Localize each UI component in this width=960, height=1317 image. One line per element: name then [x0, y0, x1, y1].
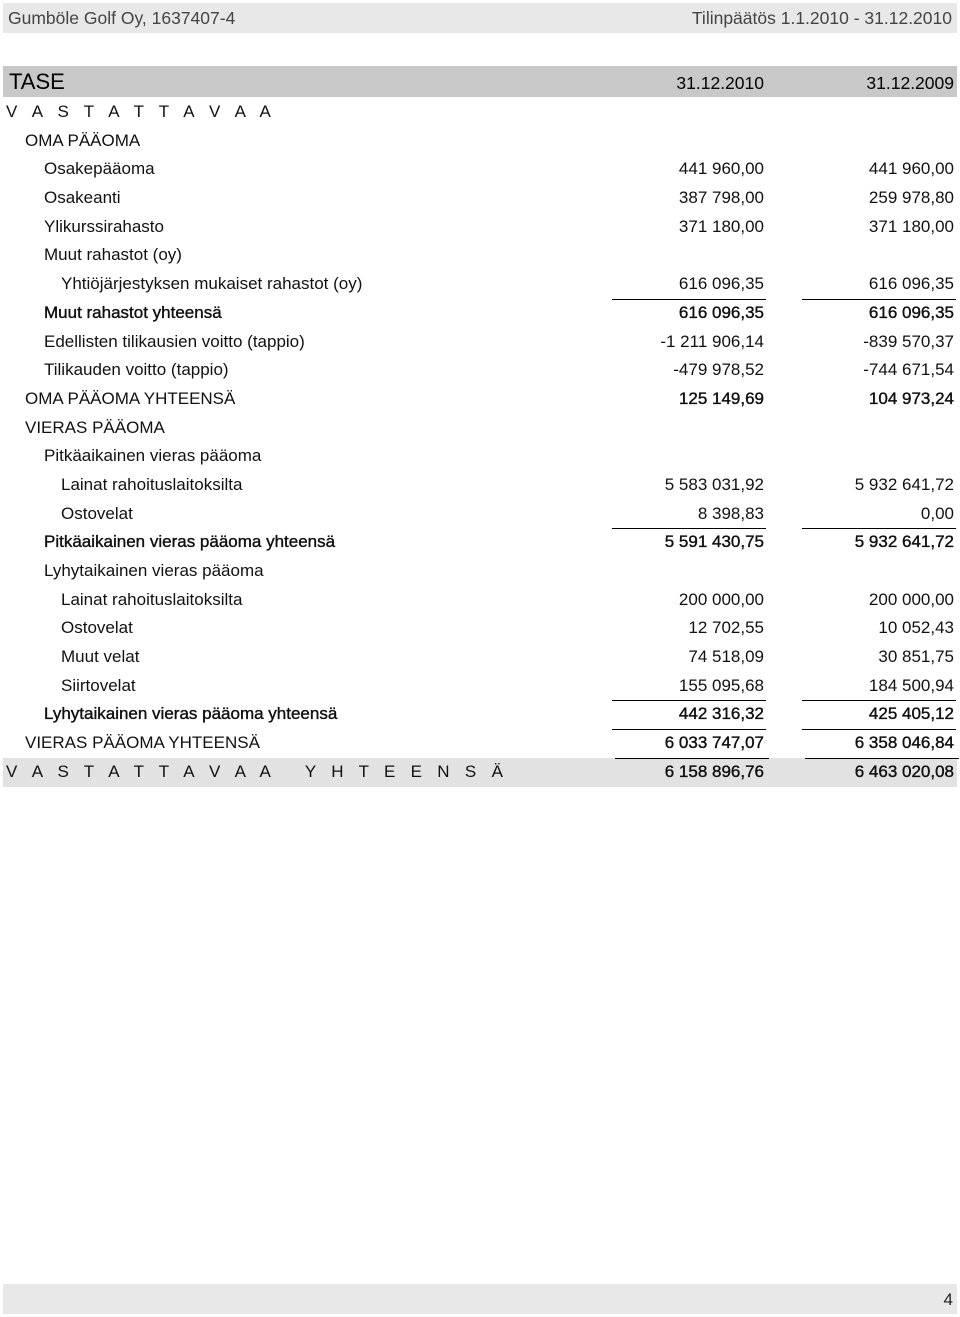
- column-header-2009: 31.12.2009: [866, 73, 954, 93]
- value-2010: 74 518,09: [688, 647, 764, 667]
- value-2010: 6 158 896,76: [664, 761, 764, 781]
- row-label: Lainat rahoituslaitoksilta: [61, 474, 243, 494]
- row-label: VIERAS PÄÄOMA: [25, 417, 165, 437]
- row-label: Ostovelat: [61, 618, 133, 638]
- sum-line: [612, 528, 766, 529]
- row-label: V A S T A T T A V A A Y H T E E N S Ä: [6, 761, 509, 781]
- table-row: [0, 241, 960, 270]
- value-2009: 0,00: [920, 503, 954, 523]
- row-label: Lyhytaikainen vieras pääoma yhteensä: [44, 704, 338, 724]
- value-2009: 5 932 641,72: [854, 474, 954, 494]
- row-label: Lainat rahoituslaitoksilta: [61, 589, 243, 609]
- total-row: [0, 729, 960, 758]
- value-2009: 441 960,00: [868, 159, 954, 179]
- value-2009: 6 463 020,08: [854, 761, 954, 781]
- row-label: VIERAS PÄÄOMA YHTEENSÄ: [25, 733, 260, 753]
- value-2009: 616 096,35: [868, 302, 954, 322]
- value-2010: 5 591 430,75: [664, 532, 764, 552]
- table-row: [0, 442, 960, 471]
- grand-total-row: [3, 758, 957, 787]
- value-2009: 616 096,35: [868, 274, 954, 294]
- value-2010: 200 000,00: [678, 589, 764, 609]
- group-row: [0, 414, 960, 443]
- value-2010: 616 096,35: [678, 302, 764, 322]
- row-label: Edellisten tilikausien voitto (tappio): [44, 331, 305, 351]
- sum-line: [612, 299, 766, 300]
- balance-sheet-table: [0, 98, 960, 787]
- value-2009: -839 570,37: [863, 331, 954, 351]
- section-row: [0, 98, 960, 127]
- row-label: Lyhytaikainen vieras pääoma: [44, 561, 264, 580]
- table-row: [0, 500, 960, 529]
- table-row: [0, 270, 960, 299]
- page-header: [3, 3, 957, 33]
- row-label: Ylikurssirahasto: [44, 216, 164, 236]
- page-number: 4: [943, 1290, 953, 1309]
- value-2009: 6 358 046,84: [854, 733, 954, 753]
- value-2010: 125 149,69: [678, 388, 764, 408]
- value-2009: 425 405,12: [868, 704, 954, 724]
- row-label: OMA PÄÄOMA YHTEENSÄ: [25, 388, 236, 408]
- total-row: [0, 385, 960, 414]
- row-label: Muut rahastot yhteensä: [44, 302, 222, 322]
- value-2010: 441 960,00: [678, 159, 764, 179]
- sum-line: [805, 758, 959, 759]
- table-row: [0, 672, 960, 701]
- value-2010: 8 398,83: [697, 503, 764, 523]
- row-label: OMA PÄÄOMA: [25, 130, 141, 150]
- row-label: Pitkäaikainen vieras pääoma yhteensä: [44, 532, 336, 552]
- row-label: Muut rahastot (oy): [44, 245, 182, 265]
- column-header-2010: 31.12.2010: [676, 73, 764, 93]
- table-row: [0, 557, 960, 586]
- table-row: [0, 184, 960, 213]
- value-2010: 6 033 747,07: [664, 733, 764, 753]
- table-row: [0, 643, 960, 672]
- page-footer: [3, 1284, 957, 1314]
- value-2010: 616 096,35: [678, 274, 764, 294]
- sum-line: [615, 758, 769, 759]
- value-2009: 30 851,75: [878, 647, 954, 667]
- value-2010: 387 798,00: [678, 188, 764, 208]
- row-label: Muut velat: [61, 647, 140, 667]
- value-2009: 200 000,00: [868, 589, 954, 609]
- sum-line: [612, 729, 766, 730]
- table-row: [0, 614, 960, 643]
- table-row: [0, 586, 960, 615]
- row-label: Siirtovelat: [61, 675, 136, 695]
- row-label: Yhtiöjärjestyksen mukaiset rahastot (oy): [61, 274, 363, 294]
- company-name: Gumböle Golf Oy, 1637407-4: [8, 7, 236, 28]
- balance-sheet-title-bar: [3, 66, 957, 97]
- value-2010: 442 316,32: [678, 704, 764, 724]
- value-2009: 10 052,43: [878, 618, 954, 638]
- row-label: Osakeanti: [44, 188, 121, 208]
- group-row: [0, 127, 960, 156]
- subtotal-row: [0, 299, 960, 328]
- value-2010: 155 095,68: [678, 675, 764, 695]
- row-label: Tilikauden voitto (tappio): [44, 360, 229, 380]
- value-2010: -479 978,52: [673, 360, 764, 380]
- row-label: V A S T A T T A V A A: [6, 102, 277, 121]
- sum-line: [612, 700, 766, 701]
- value-2009: 104 973,24: [868, 388, 954, 408]
- value-2009: -744 671,54: [863, 360, 954, 380]
- sum-line: [802, 700, 956, 701]
- value-2010: 371 180,00: [678, 216, 764, 236]
- value-2009: 5 932 641,72: [854, 532, 954, 552]
- value-2009: 371 180,00: [868, 216, 954, 236]
- value-2010: 12 702,55: [688, 618, 764, 638]
- value-2009: 259 978,80: [868, 188, 954, 208]
- sum-line: [802, 729, 956, 730]
- table-row: [0, 155, 960, 184]
- value-2010: 5 583 031,92: [664, 474, 764, 494]
- sum-line: [802, 528, 956, 529]
- subtotal-row: [0, 528, 960, 557]
- table-row: [0, 356, 960, 385]
- table-row: [0, 213, 960, 242]
- value-2010: -1 211 906,14: [660, 331, 764, 351]
- period-label: Tilinpäätös 1.1.2010 - 31.12.2010: [691, 7, 952, 28]
- table-title: TASE: [9, 69, 65, 94]
- table-row: [0, 471, 960, 500]
- subtotal-row: [0, 700, 960, 729]
- value-2009: 184 500,94: [868, 675, 954, 695]
- row-label: Osakepääoma: [44, 159, 155, 179]
- sum-line: [802, 299, 956, 300]
- row-label: Pitkäaikainen vieras pääoma: [44, 446, 262, 466]
- table-row: [0, 328, 960, 357]
- row-label: Ostovelat: [61, 503, 133, 523]
